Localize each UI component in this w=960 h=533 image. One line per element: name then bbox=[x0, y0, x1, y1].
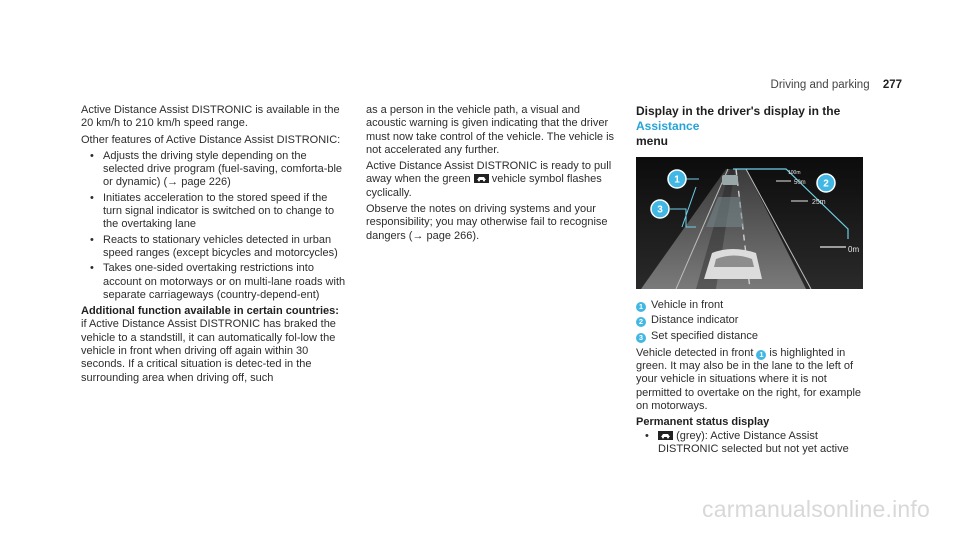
callout-ref-1: 1 bbox=[756, 350, 766, 360]
vehicle-in-front bbox=[722, 175, 738, 185]
section-title: Driving and parking bbox=[770, 79, 870, 91]
column-1 bbox=[81, 104, 349, 388]
svg-text:2: 2 bbox=[823, 178, 829, 190]
watermark: carmanualsonline.info bbox=[702, 496, 930, 522]
svg-text:3: 3 bbox=[657, 204, 663, 216]
list-item: • Initiates acceleration to the stored speed if the turn signal indicator is switched on to change to the overtaking lane bbox=[81, 192, 349, 232]
features-intro: Other features of Active Distance Assist DISTRONIC: bbox=[81, 133, 341, 146]
continued-paragraph: as a person in the vehicle path, a visual and acoustic warning is given indicating that the driver must now take control of the vehicle. The vehicle is not accelerated any further. bbox=[366, 104, 615, 156]
assistance-menu-name: Assistance bbox=[636, 119, 700, 133]
status-list bbox=[636, 430, 866, 457]
svg-text:1: 1 bbox=[674, 174, 680, 186]
pull-away-text-a: Active Distance Assist DISTRONIC is ready to pull away when the green bbox=[366, 160, 612, 186]
distronic-display-figure bbox=[636, 157, 863, 289]
list-item: • Takes one-sided overtaking restrictions into account on motorways or on multi-lane roads with separate carriageways (country-depend-ent) bbox=[81, 262, 349, 302]
page-header bbox=[771, 79, 902, 91]
additional-function-heading: Additional function available in certain countries: bbox=[81, 305, 339, 318]
list-item: • Adjusts the driving style depending on the selected drive program (fuel-saving, comforta-ble or dynamic) (→ page 226) bbox=[81, 150, 349, 190]
page-number: 277 bbox=[882, 79, 902, 91]
scale-label: 50m bbox=[794, 180, 806, 186]
legend-item: 3 Set specified distance bbox=[636, 330, 866, 343]
additional-function-paragraph: if Active Distance Assist DISTRONIC has braked the vehicle to a standstill, it can automatically fol-low the vehicle in front when driving off again within 30 seconds. If a critical situation is detec-ted in the surrounding area when driving off, such bbox=[81, 318, 336, 384]
list-item: • (grey): Active Distance Assist DISTRONIC selected but not yet active bbox=[636, 430, 866, 457]
scale-label: 0m bbox=[848, 245, 860, 254]
intro-paragraph: Active Distance Assist DISTRONIC is available in the 20 km/h to 210 km/h speed range. bbox=[81, 104, 340, 130]
list-item: • Reacts to stationary vehicles detected in urban speed ranges (except bicycles and motorcycles) bbox=[81, 234, 349, 261]
green-vehicle-symbol-icon bbox=[474, 174, 489, 183]
legend-item: 2 Distance indicator bbox=[636, 314, 866, 327]
vehicle-detected-paragraph: Vehicle detected in front 1 is highlighted in green. It may also be in the lane to the left of your vehicle in situations where it is not permitted to overtake on the right, for example on motorways. bbox=[636, 346, 862, 413]
column-3 bbox=[636, 104, 866, 459]
pull-away-paragraph bbox=[366, 160, 618, 200]
grey-vehicle-symbol-icon bbox=[658, 431, 673, 440]
feature-list bbox=[81, 150, 349, 302]
legend-item: 1 Vehicle in front bbox=[636, 299, 866, 312]
pull-away-text-b: vehicle symbol flashes cyclically. bbox=[366, 173, 602, 199]
scale-label: 25m bbox=[812, 199, 826, 206]
notes-paragraph: Observe the notes on driving systems and your responsibility; you may otherwise fail to recognise dangers (→ page 266). bbox=[366, 203, 608, 242]
permanent-status-heading: Permanent status display bbox=[636, 416, 770, 429]
column-2 bbox=[366, 104, 618, 246]
section-heading: Display in the driver's display in the Assistance menu bbox=[636, 104, 841, 148]
scale-label: 100m bbox=[788, 170, 801, 176]
